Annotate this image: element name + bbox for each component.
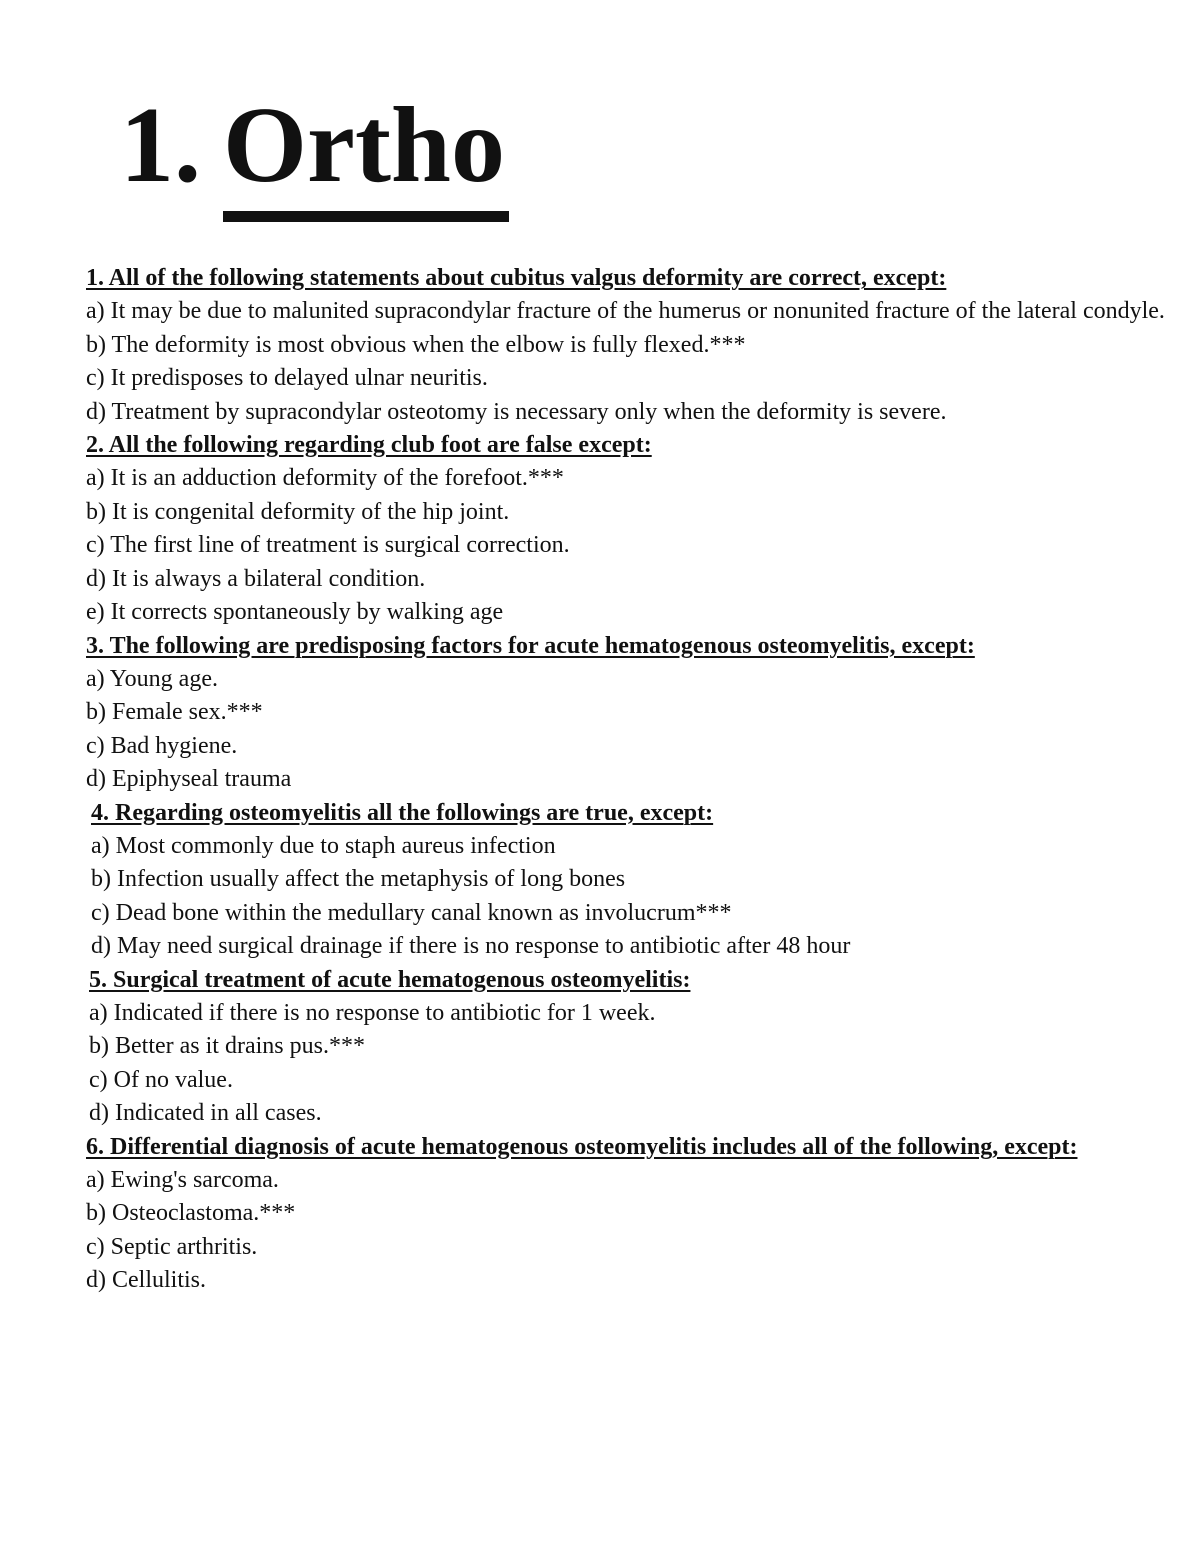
option-list: [86, 295, 1166, 429]
option-d: d) Indicated in all cases.: [89, 1100, 322, 1126]
option-d: d) It is always a bilateral condition.: [86, 565, 426, 592]
question-text: 5. Surgical treatment of acute hematogenous osteomyelitis:: [89, 966, 691, 993]
option-a: a) Ewing's sarcoma.: [86, 1166, 279, 1193]
question-5: [86, 964, 1166, 1131]
question-text: 4. Regarding osteomyelitis all the followings are true, except:: [91, 799, 714, 826]
option-b: b) It is congenital deformity of the hip joint.: [86, 498, 510, 525]
question-6: [86, 1131, 1166, 1298]
option-list: [91, 830, 1166, 964]
page-title: [120, 86, 505, 205]
option-a: a) Indicated if there is no response to antibiotic for 1 week.: [89, 999, 656, 1026]
option-a: a) Young age.: [86, 665, 218, 692]
option-c: c) It predisposes to delayed ulnar neuritis.: [86, 365, 488, 391]
option-list: [86, 462, 1166, 630]
option-c: c) Septic arthritis.: [86, 1233, 258, 1260]
question-text: 6. Differential diagnosis of acute hematogenous osteomyelitis includes all of the following, except:: [86, 1133, 1078, 1160]
option-c: c) The first line of treatment is surgical correction.: [86, 532, 570, 558]
option-e: e) It corrects spontaneously by walking age: [86, 599, 504, 625]
question-text: 3. The following are predisposing factors for acute hematogenous osteomyelitis, except:: [86, 632, 975, 659]
option-list: [86, 1164, 1166, 1298]
question-2: [86, 429, 1166, 630]
question-1: [86, 262, 1166, 429]
option-c: c) Of no value.: [89, 1066, 233, 1093]
option-list: [89, 997, 1166, 1131]
option-a: a) It may be due to malunited supracondylar fracture of the humerus or nonunited fracture of the lateral condyle.: [86, 298, 1165, 324]
option-b: b) Infection usually affect the metaphysis of long bones: [91, 866, 626, 892]
option-c: c) Bad hygiene.: [86, 732, 238, 759]
option-d: d) Epiphyseal trauma: [86, 766, 292, 792]
question-3: [86, 630, 1166, 797]
question-text: 2. All the following regarding club foot are false except:: [86, 432, 652, 458]
question-4: [86, 797, 1166, 964]
option-d: d) May need surgical drainage if there is no response to antibiotic after 48 hour: [91, 933, 851, 959]
option-b: b) Female sex.***: [86, 699, 263, 725]
title-word: Ortho: [223, 86, 505, 205]
question-text: 1. All of the following statements about cubitus valgus deformity are correct, except:: [86, 265, 947, 291]
option-d: d) Cellulitis.: [86, 1267, 206, 1293]
option-a: a) It is an adduction deformity of the forefoot.***: [86, 465, 564, 491]
option-b: b) Osteoclastoma.***: [86, 1200, 296, 1226]
option-list: [86, 663, 1166, 797]
title-number: 1.: [120, 86, 201, 205]
question-list: [86, 262, 1166, 1298]
option-b: b) Better as it drains pus.***: [89, 1033, 365, 1059]
option-c: c) Dead bone within the medullary canal known as involucrum***: [91, 899, 732, 926]
option-a: a) Most commonly due to staph aureus infection: [91, 832, 556, 859]
option-d: d) Treatment by supracondylar osteotomy is necessary only when the deformity is severe.: [86, 398, 947, 425]
option-b: b) The deformity is most obvious when the elbow is fully flexed.***: [86, 331, 746, 358]
